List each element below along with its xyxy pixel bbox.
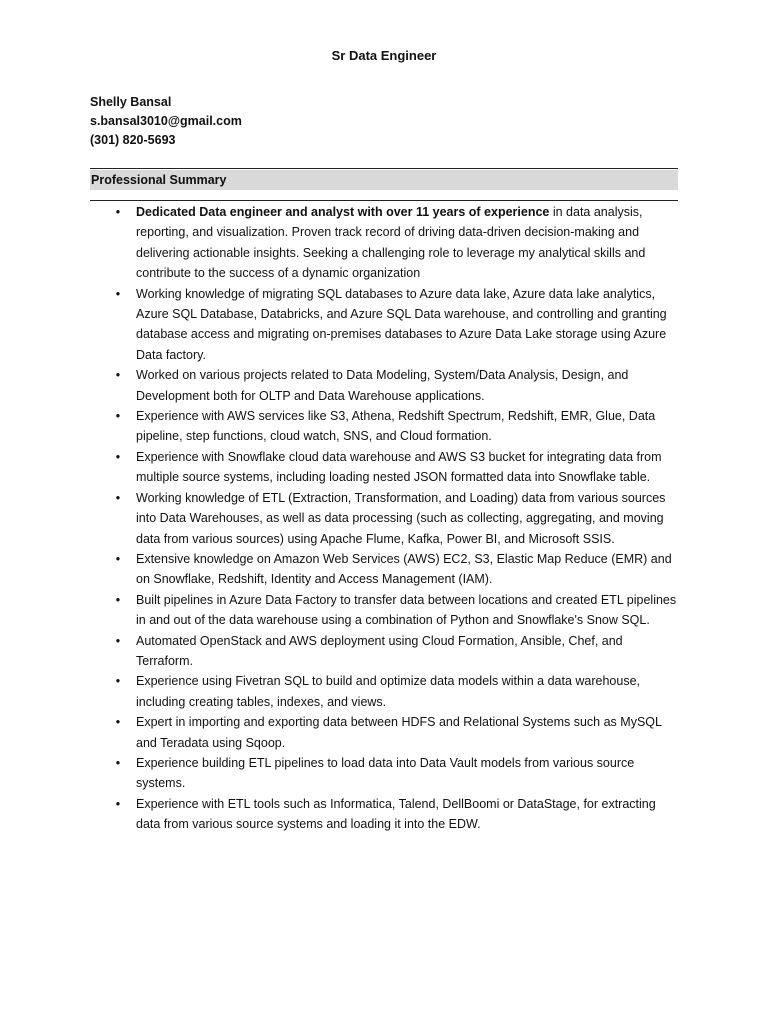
bullet-dot-icon: • (115, 592, 121, 607)
bullet-text: Worked on various projects related to Data Modeling, System/Data Analysis, Design, and Development both for OLTP and Data Warehouse applications. (136, 368, 629, 403)
summary-bullet-item (112, 671, 678, 712)
bullet-dot-icon: • (115, 755, 121, 770)
summary-bullet-list (112, 202, 678, 835)
summary-bullet-item (112, 712, 678, 753)
bullet-text: Experience using Fivetran SQL to build and optimize data models within a data warehouse, including creating tables, indexes, and views. (136, 674, 640, 709)
bullet-dot-icon: • (115, 490, 121, 505)
document-title: Sr Data Engineer (331, 48, 437, 63)
contact-name: Shelly Bansal (90, 95, 172, 109)
bullet-text: Experience with ETL tools such as Informatica, Talend, DellBoomi or DataStage, for extracting data from various source systems and loading it into the EDW. (136, 796, 656, 832)
bullet-text: Experience with AWS services like S3, Athena, Redshift Spectrum, Redshift, EMR, Glue, Data pipeline, step functions, cloud watch, SNS, and Cloud formation. (136, 409, 656, 444)
bullet-dot-icon: • (115, 409, 121, 424)
summary-bullet-item (112, 202, 678, 284)
bullet-dot-icon: • (115, 796, 121, 811)
summary-bullet-item (112, 488, 678, 549)
professional-summary-section (90, 168, 678, 201)
summary-bullet-item (112, 549, 678, 590)
bullet-dot-icon: • (115, 449, 121, 464)
bullet-text: Working knowledge of ETL (Extraction, Transformation, and Loading) data from various sources into Data Warehouses, as well as data processing (such as collecting, aggregating, and moving data from various sources) using Apache Flume, Kafka, Power BI, and Microsoft SSIS. (136, 490, 666, 546)
contact-block (90, 93, 242, 150)
summary-bullet-item (112, 406, 678, 447)
summary-bullet-item (112, 590, 678, 631)
bullet-dot-icon: • (115, 715, 121, 730)
bullet-dot-icon: • (115, 205, 121, 219)
bullet-text: Experience building ETL pipelines to load data into Data Vault models from various source systems. (136, 755, 635, 791)
bullet-text: Expert in importing and exporting data between HDFS and Relational Systems such as MySQL and Teradata using Sqoop. (136, 715, 662, 750)
bullet-dot-icon: • (115, 286, 121, 301)
summary-bullet-item (112, 284, 678, 366)
bullet-dot-icon: • (115, 674, 121, 689)
bullet-text: in data analysis, reporting, and visualization. Proven track record of driving data-driven decision-making and delivering actionable insights. Seeking a challenging role to leverage my analytical skills and contribute to the success of a dynamic organization (136, 205, 646, 281)
section-heading: Professional Summary (90, 170, 678, 190)
summary-bullet-item (112, 447, 678, 488)
summary-bullet-item (112, 753, 678, 794)
bullet-text: Extensive knowledge on Amazon Web Services (AWS) EC2, S3, Elastic Map Reduce (EMR) and on Snowflake, Redshift, Identity and Access Management (IAM). (136, 551, 672, 587)
bullet-text: Experience with Snowflake cloud data warehouse and AWS S3 bucket for integrating data from multiple source systems, including loading nested JSON formatted data into Snowflake table. (136, 449, 662, 485)
contact-phone: (301) 820-5693 (90, 133, 176, 147)
contact-email: s.bansal3010@gmail.com (90, 114, 242, 128)
bullet-text: Working knowledge of migrating SQL databases to Azure data lake, Azure data lake analytics, Azure SQL Database, Databricks, and Azure SQL Data warehouse, and controlling and granting database access and migrating on-premises databases to Azure Data Lake storage using Azure Data factory. (136, 286, 667, 362)
bullet-dot-icon: • (115, 633, 121, 648)
bullet-dot-icon: • (115, 551, 121, 566)
summary-bullet-item (112, 794, 678, 835)
summary-bullet-item (112, 631, 678, 672)
section-top-rule (90, 168, 678, 169)
bullet-bold-text: Dedicated Data engineer and analyst with over 11 years of experience (136, 205, 550, 219)
bullet-text: Built pipelines in Azure Data Factory to transfer data between locations and created ETL pipelines in and out of the data warehouse using a combination of Python and Snowflake's Snow SQL. (136, 592, 677, 628)
bullet-text: Automated OpenStack and AWS deployment using Cloud Formation, Ansible, Chef, and Terraform. (136, 633, 623, 668)
bullet-dot-icon: • (115, 368, 121, 383)
summary-bullet-item (112, 365, 678, 406)
section-bottom-rule (90, 200, 678, 201)
